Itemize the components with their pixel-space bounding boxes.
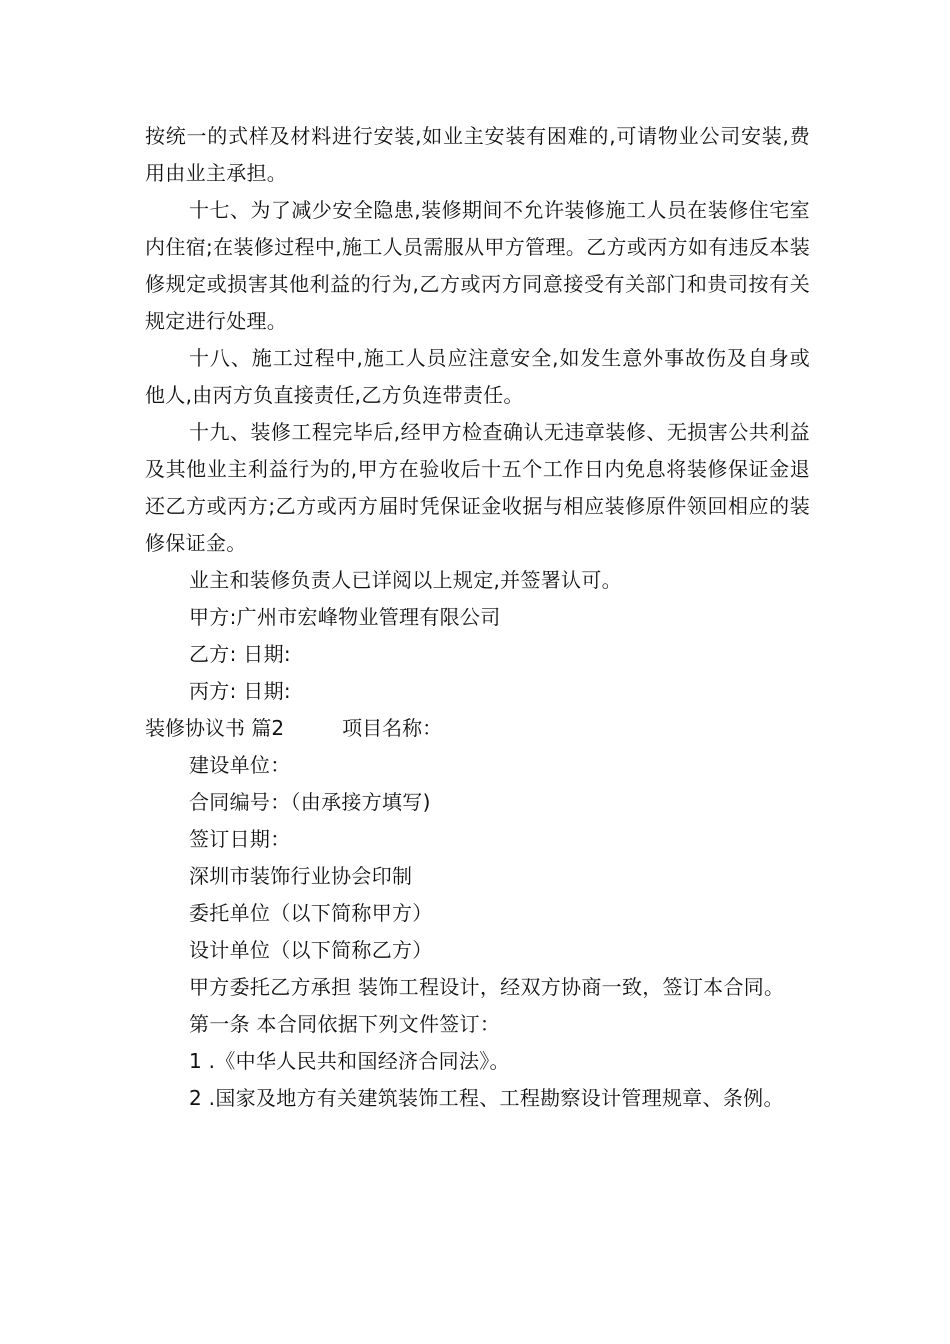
- article-1: 第一条 本合同依据下列文件签订：: [189, 1012, 501, 1036]
- commission-statement: 甲方委托乙方承担 装饰工程设计，经双方协商一致，签订本合同。: [189, 975, 785, 999]
- party-b-date: 乙方: 日期:: [189, 642, 291, 666]
- section-title: 装修协议书 篇2: [145, 716, 285, 740]
- acknowledgement: 业主和装修负责人已详阅以上规定,并签署认可。: [189, 568, 622, 592]
- construction-unit: 建设单位：: [189, 753, 291, 777]
- article-1-item-2: 2 .国家及地方有关建筑装饰工程、工程勘察设计管理规章、条例。: [189, 1086, 784, 1110]
- article-1-item-1: 1 .《中华人民共和国经济合同法》。: [189, 1049, 510, 1073]
- clause-19: 十九、装修工程完毕后,经甲方检查确认无违章装修、无损害公共利益及其他业主利益行为的,甲方在验收后十五个工作日内免息将装修保证金退还乙方或丙方;乙方或丙方届时凭保证金收据与相应装修原件领回相应的装修保证金。: [145, 420, 810, 555]
- printed-by: 深圳市装饰行业协会印制: [189, 864, 413, 888]
- client-unit: 委托单位（以下简称甲方）: [189, 901, 433, 925]
- document-page: [145, 118, 810, 1117]
- project-name-label: 项目名称：: [342, 716, 443, 740]
- contract-number: 合同编号：（由承接方填写): [189, 790, 431, 814]
- signing-date: 签订日期：: [189, 827, 291, 851]
- clause-17: 十七、为了减少安全隐患,装修期间不允许装修施工人员在装修住宅室内住宿;在装修过程中,施工人员需服从甲方管理。乙方或丙方如有违反本装修规定或损害其他利益的行为,乙方或丙方同意接受有关部门和贵司按有关规定进行处理。: [145, 198, 810, 333]
- paragraph-continuation: 按统一的式样及材料进行安装,如业主安装有困难的,可请物业公司安装,费用由业主承担。: [145, 124, 810, 185]
- section-title-line: [145, 710, 810, 747]
- party-c-date: 丙方: 日期:: [189, 679, 291, 703]
- clause-18: 十八、施工过程中,施工人员应注意安全,如发生意外事故伤及自身或他人,由丙方负直接责任,乙方负连带责任。: [145, 346, 810, 407]
- design-unit: 设计单位（以下简称乙方）: [189, 938, 433, 962]
- party-a: 甲方:广州市宏峰物业管理有限公司: [189, 605, 501, 629]
